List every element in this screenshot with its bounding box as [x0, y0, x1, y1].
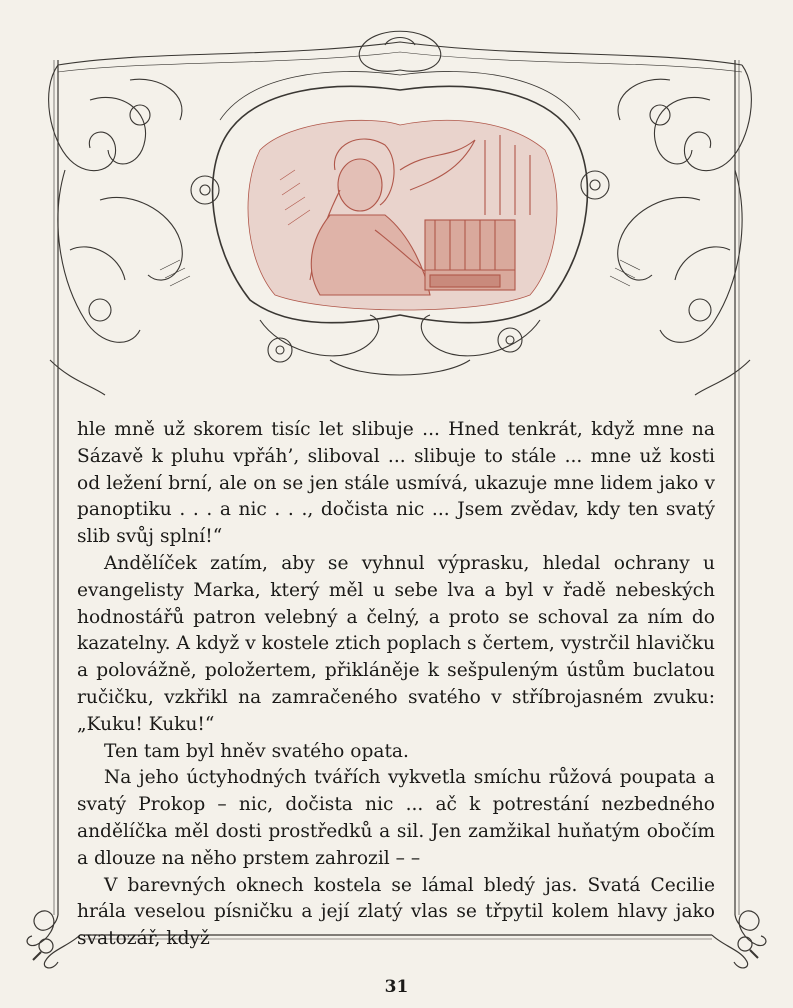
baroque-headpiece-illustration [30, 20, 770, 400]
body-text [77, 417, 715, 953]
paragraph-4: Na jeho úctyhodných tvářích vykvetla smíchu růžová poupata a svatý Prokop – nic, dočista nic ... ač k potrestání nezbedného andělíčka měl dosti prostředků a sil. Jen zamžikal huňatým obočím a dlouze na něho prstem zahrozil – – [77, 767, 715, 869]
paragraph-2: Andělíček zatím, aby se vyhnul výprasku, hledal ochrany u evangelisty Marka, který měl u sebe lva a byl v řadě nebeských hodnostářů patron velebný a čelný, a proto se schoval za ním do kazatelny. A když v kostele ztich poplach s čertem, vystrčil hlavičku a polovážně, položertem, přikláněje k sešpuleným ústům buclatou ručičku, vzkřikl na zamračeného svatého v stříbrojasném zvuku: „Kuku! Kuku!“ [77, 552, 715, 735]
paragraph-3: Ten tam byl hněv svatého opata. [104, 740, 409, 762]
page-number: 31 [384, 977, 409, 997]
paragraph-1: hle mně už skorem tisíc let slibuje ... Hned tenkrát, když mne na Sázavě k pluhu vpřáh’, sliboval ... slibuje to stále ... mne už kosti od ležení brní, ale on se jen stále usmívá, ukazuje mne lidem jako v panoptiku . . . a nic . . ., dočista nic ... Jsem zvědav, kdy ten svatý slib svůj splní!“ [77, 419, 715, 548]
paragraph-5: V barevných oknech kostela se lámal bledý jas. Svatá Cecilie hrála veselou písničku a její zlatý vlas se třpytil kolem hlavy jako svatozář, když [77, 874, 715, 950]
